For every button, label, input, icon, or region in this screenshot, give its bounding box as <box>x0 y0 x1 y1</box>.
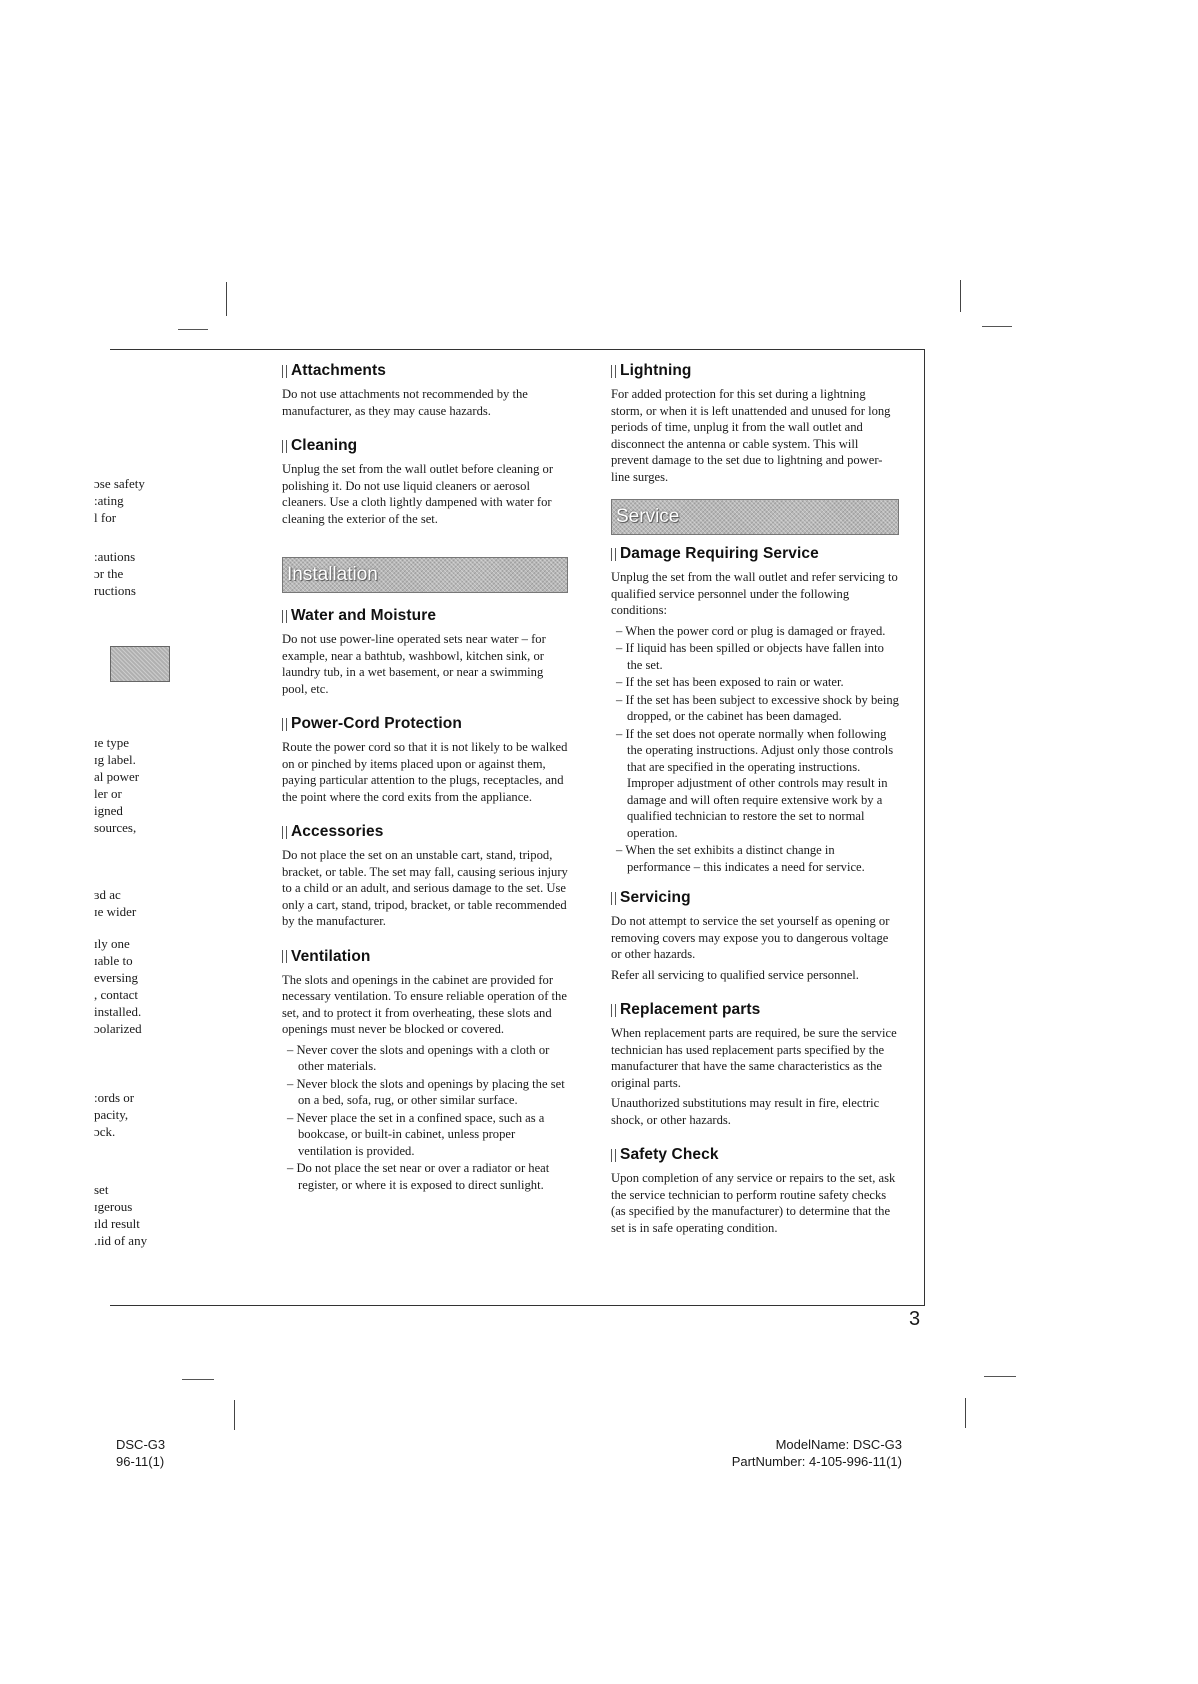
water-body: Do not use power-line operated sets near water – for example, near a bathtub, washbowl, kitchen sink, or laundry tub, in a wet basement, or near a swimming pool, etc. <box>282 632 546 696</box>
list-item: – When the power cord or plug is damaged or frayed. <box>611 623 899 640</box>
spacer <box>282 809 568 823</box>
edge-line: ɪe wider <box>94 904 137 919</box>
replacement-body-2: Unauthorized substitutions may result in fire, electric shock, or other hazards. <box>611 1096 880 1127</box>
heading-text: Power-Cord Protection <box>291 715 462 732</box>
attachments-body: Do not use attachments not recommended by the manufacturer, as they may cause hazards. <box>282 387 528 418</box>
edge-line: installed. <box>94 1004 142 1019</box>
crop-mark <box>984 1376 1016 1377</box>
crop-mark <box>234 1400 235 1430</box>
ventilation-heading <box>282 948 568 966</box>
edge-line: ɔolarized <box>94 1021 142 1036</box>
water-heading <box>282 607 568 625</box>
footer-model: DSC-G3 <box>116 1437 166 1452</box>
frame-bottom-rule <box>110 1305 925 1306</box>
crop-mark <box>226 282 227 316</box>
edge-line: eversing <box>94 970 139 985</box>
accessories-heading <box>282 823 568 841</box>
frame-right-rule <box>924 349 925 1306</box>
footer-model-name: ModelName: DSC-G3 <box>775 1437 902 1452</box>
crop-mark <box>178 329 208 330</box>
edge-line: ɔr the <box>94 566 124 581</box>
section-marker-icon <box>282 826 287 839</box>
edge-line: ɪgerous <box>94 1199 133 1214</box>
edge-line: igned <box>94 803 123 818</box>
heading-text: Cleaning <box>291 437 358 454</box>
section-marker-icon <box>611 892 616 905</box>
cleaning-body: Unplug the set from the wall outlet before cleaning or polishing it. Do not use liquid cleaners or aerosol cleaners. Use a cloth lightly dampened with water for cleaning the exterior of the set. <box>282 462 554 526</box>
heading-text: Water and Moisture <box>291 607 437 624</box>
crop-mark <box>965 1398 966 1428</box>
crop-mark <box>960 280 961 312</box>
column-left <box>282 362 568 1197</box>
footer-part-number: PartNumber: 4-105-996-11(1) <box>731 1454 902 1469</box>
service-banner <box>611 499 899 535</box>
lightning-heading <box>611 362 899 380</box>
column-right <box>611 362 899 1240</box>
section-marker-icon <box>282 950 287 963</box>
cleaning-heading <box>282 437 568 455</box>
edge-group-5 <box>94 935 174 1037</box>
edge-banner-fragment <box>110 646 170 682</box>
spacer <box>282 934 568 948</box>
edge-line: ler or <box>94 786 122 801</box>
edge-line: ɪly one <box>94 936 130 951</box>
spacer <box>611 535 899 545</box>
list-item: – When the set exhibits a distinct change in performance – this indicates a need for service. <box>611 842 899 875</box>
frame-top-rule <box>110 349 925 350</box>
edge-line: ɪe type <box>94 735 130 750</box>
page-number: 3 <box>909 1308 921 1330</box>
section-marker-icon <box>611 1149 616 1162</box>
powercord-body: Route the power cord so that it is not likely to be walked on or pinched by items placed upon or against them, paying particular attention to the plugs, receptacles, and the point where the cord exits from the appliance. <box>282 740 568 804</box>
edge-group-4 <box>94 886 174 920</box>
ventilation-list <box>282 1042 568 1194</box>
heading-text: Ventilation <box>291 947 371 965</box>
edge-group-3 <box>94 734 174 836</box>
footer-right <box>700 1436 902 1470</box>
servicing-heading <box>611 889 899 907</box>
heading-text: Servicing <box>620 889 691 906</box>
damage-body: Unplug the set from the wall outlet and refer servicing to qualified service personnel under the following conditions: <box>611 570 898 617</box>
list-item: – If liquid has been spilled or objects have fallen into the set. <box>611 640 899 673</box>
edge-line: ɪld result <box>94 1216 140 1231</box>
list-item: – Do not place the set near or over a radiator or heat register, or where it is exposed to direct sunlight. <box>282 1160 568 1193</box>
heading-text: Lightning <box>620 362 692 379</box>
damage-heading <box>611 545 899 563</box>
section-marker-icon <box>282 440 287 453</box>
footer-left <box>116 1436 165 1470</box>
edge-group-7 <box>94 1181 174 1249</box>
ventilation-body: The slots and openings in the cabinet are provided for necessary ventilation. To ensure reliable operation of the set, and to protect it from overheating, these slots and openings must never be blocked or covered. <box>282 972 567 1036</box>
spacer <box>282 423 568 437</box>
list-item: – Never block the slots and openings by placing the set on a bed, sofa, rug, or other similar surface. <box>282 1076 568 1109</box>
spacer <box>611 987 899 1001</box>
heading-text: Attachments <box>291 362 386 379</box>
heading-text: Replacement parts <box>620 1001 761 1018</box>
section-marker-icon <box>611 365 616 378</box>
servicing-body: Do not attempt to service the set yourself as opening or removing covers may expose you to dangerous voltage or other hazards. <box>611 914 890 961</box>
edge-line: , contact <box>94 987 139 1002</box>
replacement-body: When replacement parts are required, be sure the service technician has used replacement parts specified by the manufacturer that have the same characteristics as the original parts. <box>611 1026 897 1090</box>
safety-heading <box>611 1146 899 1164</box>
servicing-body-2: Refer all servicing to qualified service personnel. <box>611 967 859 982</box>
section-marker-icon <box>282 365 287 378</box>
edge-line: :autions <box>94 549 136 564</box>
edge-line: ɜd ac <box>94 887 121 902</box>
edge-line: ɔse safety <box>94 476 145 491</box>
spacer <box>611 879 899 889</box>
list-item: – Never place the set in a confined space, such as a bookcase, or built-in cabinet, unless proper ventilation is provided. <box>282 1110 568 1160</box>
heading-text: Damage Requiring Service <box>620 545 819 562</box>
safety-body: Upon completion of any service or repairs to the set, ask the service technician to perform routine safety checks (as specified by the manufacturer) to determine that the set is in safe operating condition. <box>611 1171 896 1235</box>
edge-line: :ating <box>94 493 124 508</box>
edge-line: ɪable to <box>94 953 133 968</box>
edge-line: l for <box>94 510 117 525</box>
section-marker-icon <box>282 610 287 623</box>
replacement-heading <box>611 1001 899 1019</box>
edge-line: sources, <box>94 820 137 835</box>
lightning-body: For added protection for this set during a lightning storm, or when it is left unattended and unused for long periods of time, unplug it from the wall outlet and disconnect the antenna or cable system. This will prevent damage to the set due to lightning and power-line surges. <box>611 387 891 484</box>
edge-line: :ords or <box>94 1090 135 1105</box>
attachments-heading <box>282 362 568 380</box>
spacer <box>282 531 568 557</box>
edge-line: .ɪid of any <box>94 1233 148 1248</box>
section-marker-icon <box>611 548 616 561</box>
edge-line: ɔck. <box>94 1124 116 1139</box>
crop-mark <box>182 1379 214 1380</box>
banner-label: Service <box>616 506 680 527</box>
banner-label: Installation <box>287 564 378 585</box>
heading-text: Accessories <box>291 823 384 840</box>
spacer <box>282 701 568 715</box>
list-item: – If the set has been exposed to rain or water. <box>611 674 899 691</box>
section-marker-icon <box>282 718 287 731</box>
edge-line: ructions <box>94 583 136 598</box>
edge-line: al power <box>94 769 140 784</box>
edge-line: pacity, <box>94 1107 129 1122</box>
edge-group-1 <box>94 475 174 526</box>
crop-mark <box>982 326 1012 327</box>
spacer <box>282 593 568 607</box>
spacer <box>611 489 899 499</box>
edge-group-6 <box>94 1089 174 1140</box>
heading-text: Safety Check <box>620 1146 719 1163</box>
accessories-body: Do not place the set on an unstable cart, stand, tripod, bracket, or table. The set may fall, causing serious injury to a child or an adult, and serious damage to the set. Use only a cart, stand, tripod, bracket, or table recommended by the manufacturer. <box>282 848 568 928</box>
list-item: – Never cover the slots and openings with a cloth or other materials. <box>282 1042 568 1075</box>
edge-group-2 <box>94 548 174 599</box>
powercord-heading <box>282 715 568 733</box>
installation-banner <box>282 557 568 593</box>
spacer <box>611 1132 899 1146</box>
footer-part: 96-11(1) <box>116 1454 165 1469</box>
list-item: – If the set has been subject to excessive shock by being dropped, or the cabinet has been damaged. <box>611 692 899 725</box>
damage-list <box>611 623 899 876</box>
list-item: – If the set does not operate normally when following the operating instructions. Adjust only those controls that are specified in the operating instructions. Improper adjustment of other controls may result in damage and will often require extensive work by a qualified technician to restore the set to normal operation. <box>611 726 899 842</box>
section-marker-icon <box>611 1004 616 1017</box>
edge-line: ɪg label. <box>94 752 136 767</box>
edge-line: set <box>94 1182 109 1197</box>
